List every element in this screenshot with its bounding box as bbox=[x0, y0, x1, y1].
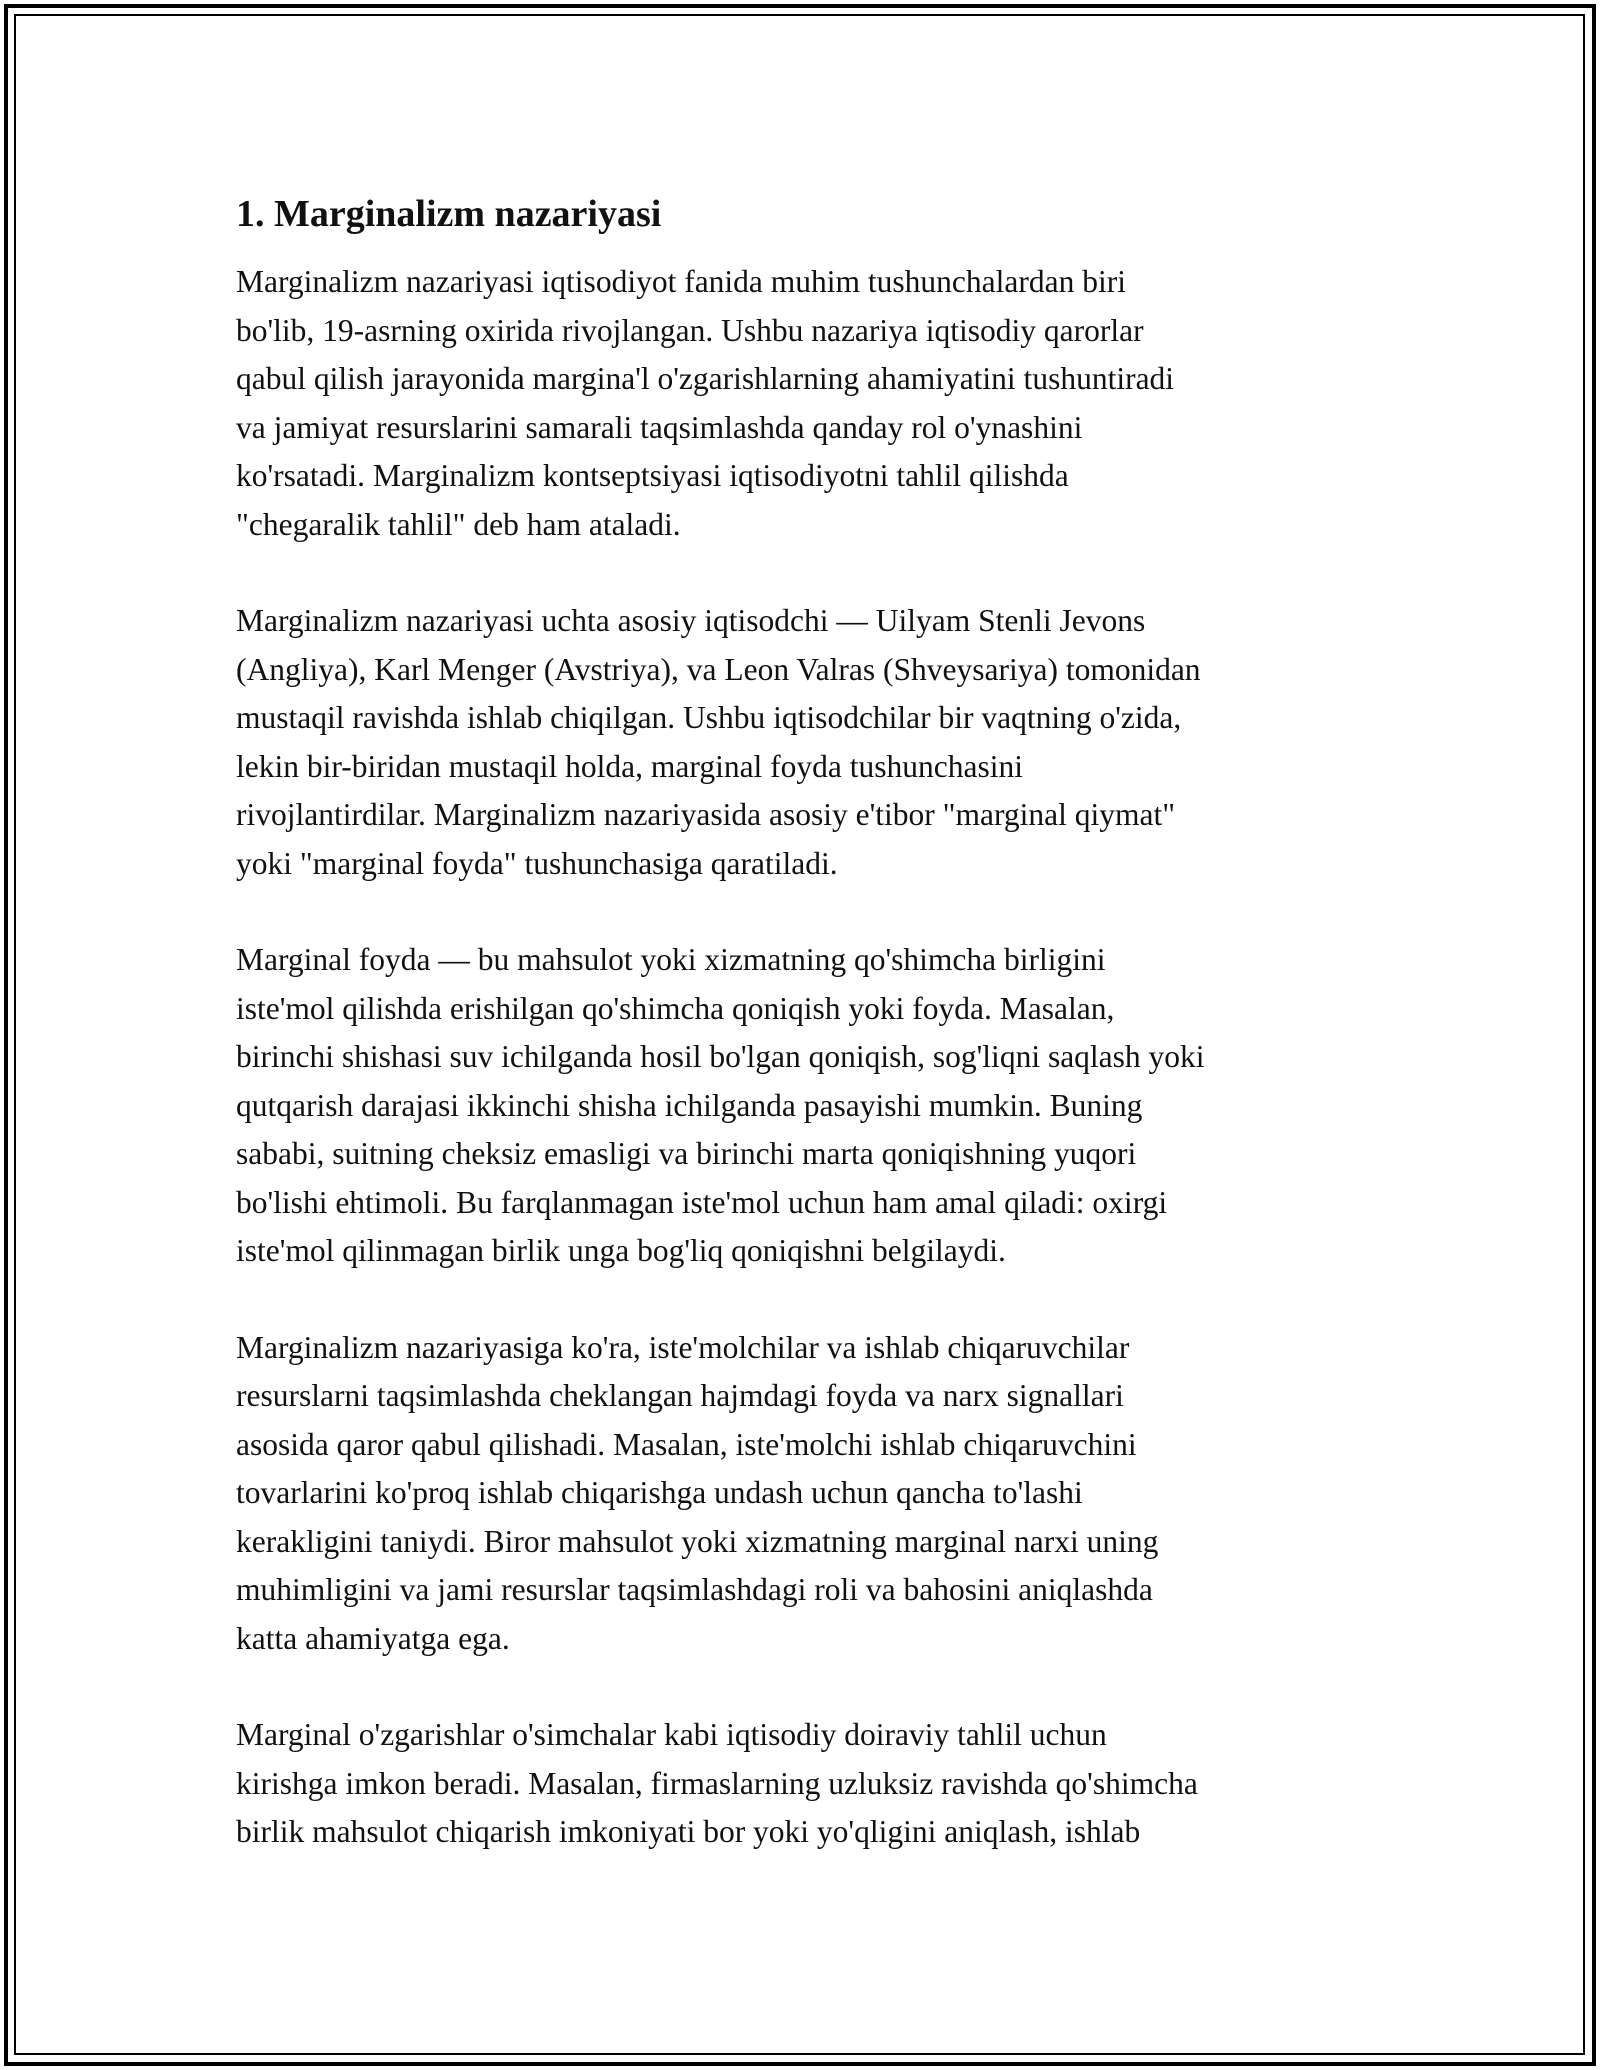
paragraph-2: Marginalizm nazariyasi uchta asosiy iqtisodchi — Uilyam Stenli Jevons (Angliya), Karl Menger (Avstriya), va Leon Valras (Shveysariya) tomonidan mustaqil ravishda ishlab chiqilgan. Ushbu iqtisodchilar bir vaqtning o'zida, lekin bir-biridan mustaqil holda, marginal foyda tushunchasini rivojlantirdilar. Marginalizm nazariyasida asosiy e'tibor "marginal qiymat" yoki "marginal foyda" tushunchasiga qaratiladi. bbox=[236, 603, 1201, 881]
paragraph-3: Marginal foyda — bu mahsulot yoki xizmatning qo'shimcha birligini iste'mol qilishda erishilgan qo'shimcha qoniqish yoki foyda. Masalan, birinchi shishasi suv ichilganda hosil bo'lgan qoniqish, sog'liqni saqlash yoki qutqarish darajasi ikkinchi shisha ichilganda pasayishi mumkin. Buning sababi, suitning cheksiz emasligi va birinchi marta qoniqishning yuqori bo'lishi ehtimoli. Bu farqlanmagan iste'mol uchun ham amal qiladi: oxirgi iste'mol qilinmagan birlik unga bog'liq qoniqishni belgilaydi. bbox=[236, 942, 1205, 1268]
paragraph-5: Marginal o'zgarishlar o'simchalar kabi iqtisodiy doiraviy tahlil uchun kirishga imkon beradi. Masalan, firmaslarning uzluksiz ravishda qo'shimcha birlik mahsulot chiqarish imkoniyati bor yoki yo'qligini aniqlash, ishlab bbox=[236, 1717, 1198, 1849]
paragraph-4: Marginalizm nazariyasiga ko'ra, iste'molchilar va ishlab chiqaruvchilar resurslarni taqsimlashda cheklangan hajmdagi foyda va narx signallari asosida qaror qabul qilishadi. Masalan, iste'molchi ishlab chiqaruvchini tovarlarini ko'proq ishlab chiqarishga undash uchun qancha to'lashi kerakligini taniydi. Biror mahsulot yoki xizmatning marginal narxi uning muhimligini va jami resurslar taqsimlashdagi roli va bahosini aniqlashda katta ahamiyatga ega. bbox=[236, 1329, 1159, 1656]
section-heading: 1. Marginalizm nazariyasi bbox=[236, 193, 662, 235]
paragraph-1: Marginalizm nazariyasi iqtisodiyot fanida muhim tushunchalardan biri bo'lib, 19-asrning oxirida rivojlangan. Ushbu nazariya iqtisodiy qarorlar qabul qilish jarayonida margina'l o'zgarishlarning ahamiyatini tushuntiradi va jamiyat resurslarini samarali taqsimlashda qanday rol o'ynashini ko'rsatadi. Marginalizm kontseptsiyasi iqtisodiyotni tahlil qilishda "chegaralik tahlil" deb ham ataladi. bbox=[236, 264, 1175, 542]
document-body bbox=[236, 186, 1386, 1905]
